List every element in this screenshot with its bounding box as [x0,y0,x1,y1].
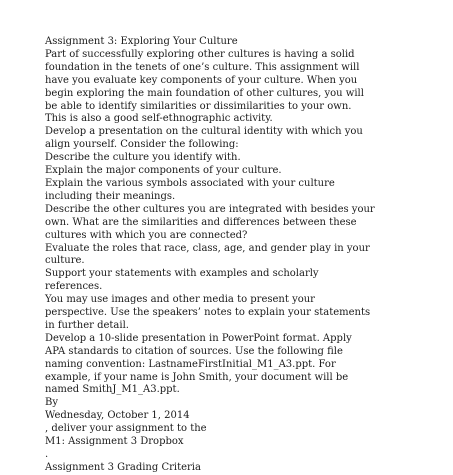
text-line: You may use images and other media to present your [45,294,315,306]
text-line: Explain the various symbols associated with your culture [45,177,335,189]
text-line: By [45,397,58,409]
section-heading: Assignment 3 Grading Criteria [45,461,201,473]
due-date: Wednesday, October 1, 2014 [45,410,190,422]
text-line: foundation in the tenets of one’s culture. This assignment will [45,61,360,73]
text-line: . [45,449,49,460]
text-line: begin exploring the main foundation of other cultures, you will [45,87,364,99]
text-line: cultures with which you are connected? [45,229,248,241]
text-line: have you evaluate key components of your culture. When you [45,74,358,86]
text-line: example, if your name is John Smith, your document will be [45,371,349,383]
text-line: culture. [45,255,85,267]
text-line: Describe the culture you identify with. [45,152,241,164]
text-line: Develop a presentation on the cultural identity with which you [45,126,363,138]
text-line: , deliver your assignment to the [45,423,207,435]
document-body [45,36,440,475]
text-line: including their meanings. [45,190,176,202]
text-line: own. What are the similarities and differences between these [45,216,357,228]
dropbox-name: M1: Assignment 3 Dropbox [45,436,184,448]
text-line: Develop a 10-slide presentation in PowerPoint format. Apply [45,332,352,344]
text-line: in further detail. [45,319,129,331]
text-line: APA standards to citation of sources. Use the following file [45,345,343,357]
text-line: Explain the major components of your culture. [45,165,282,177]
text-line: named SmithJ_M1_A3.ppt. [45,384,180,396]
document-title: Assignment 3: Exploring Your Culture [45,36,238,47]
text-line: Describe the other cultures you are integrated with besides your [45,203,375,215]
text-line: This is also a good self-ethnographic activity. [45,113,273,125]
text-line: align yourself. Consider the following: [45,139,239,151]
text-line: perspective. Use the speakers’ notes to explain your statements [45,307,371,319]
text-line: be able to identify similarities or dissimilarities to your own. [45,100,352,112]
text-line: references. [45,281,103,293]
text-line: Evaluate the roles that race, class, age, and gender play in your [45,242,370,254]
text-line: Part of successfully exploring other cultures is having a solid [45,48,355,60]
text-line: Support your statements with examples and scholarly [45,268,319,280]
text-line: naming convention: LastnameFirstInitial_M1_A3.ppt. For [45,358,336,370]
